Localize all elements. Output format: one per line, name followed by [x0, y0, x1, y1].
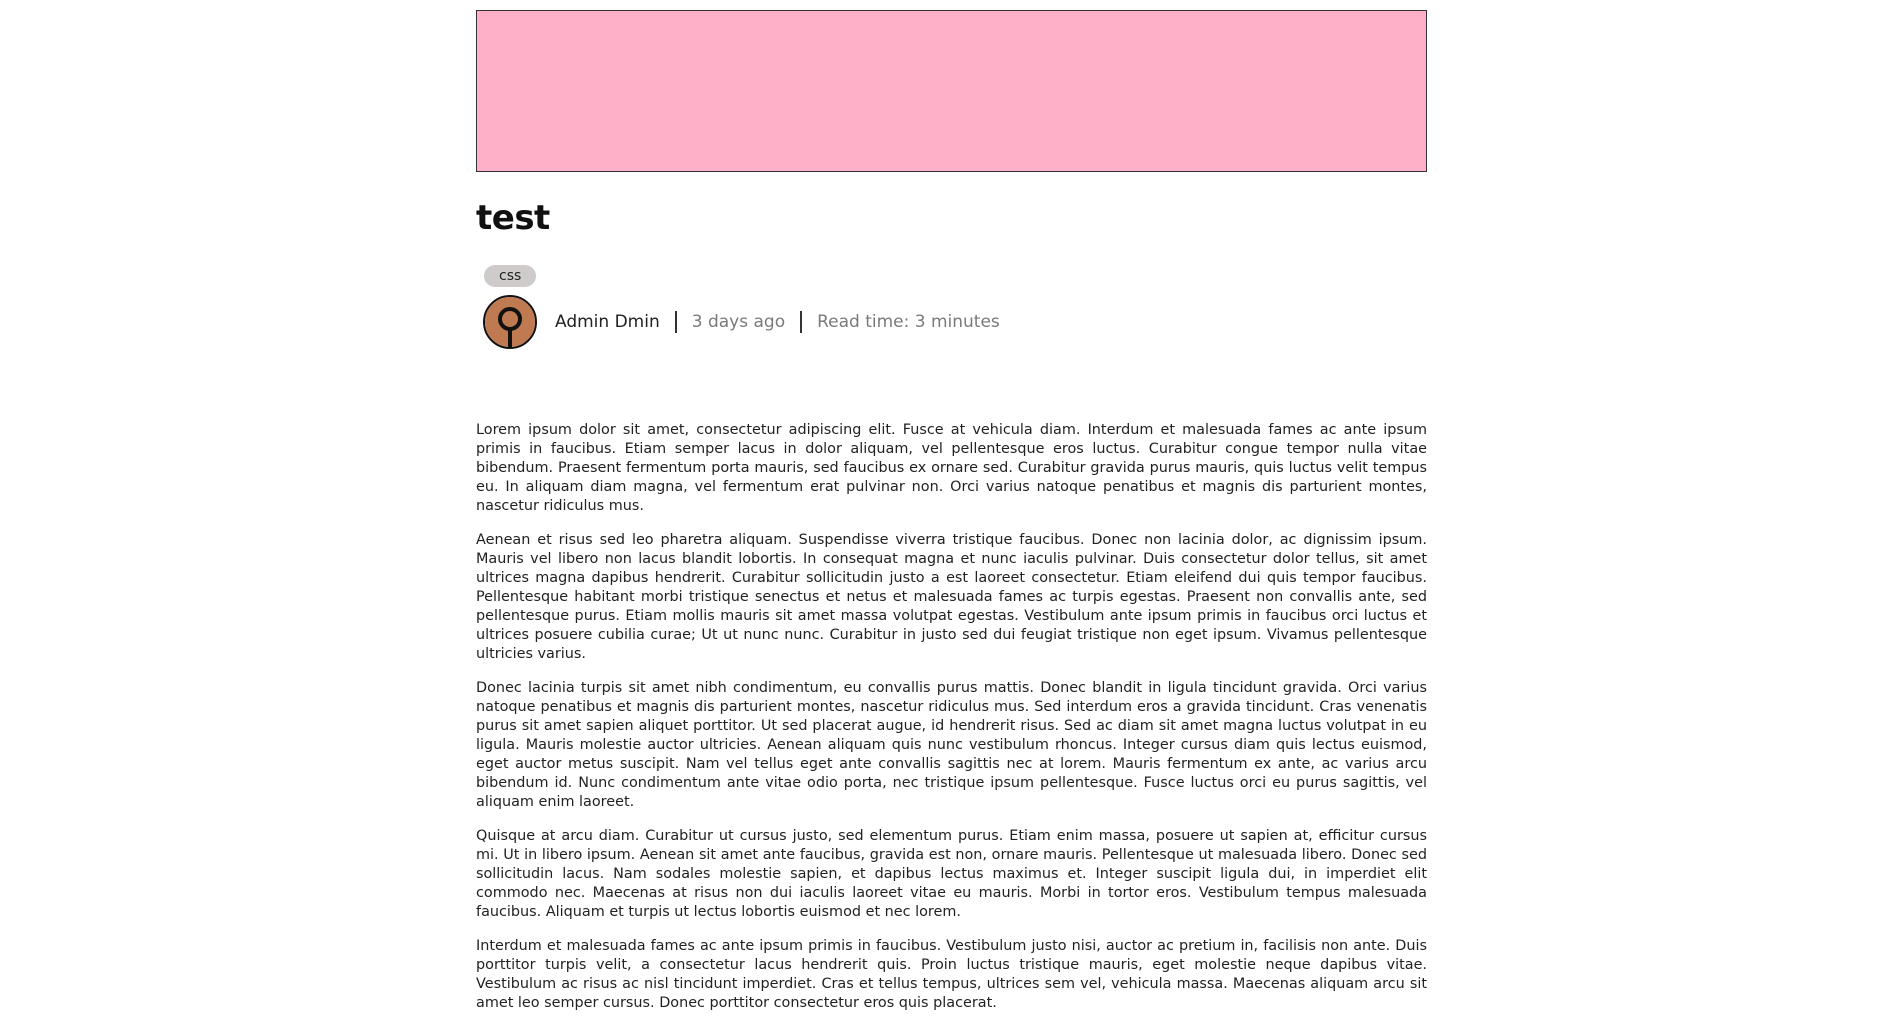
body-paragraph: Interdum et malesuada fames ac ante ipsum primis in faucibus. Vestibulum justo nisi, auctor ac pretium in, facilisis non ante. Duis porttitor turpis velit, a consectetur lacus hendrerit quis. Proin luctus tristique mauris, eget molestie neque dapibus vitae. Vestibulum ac risus ac nisl tincidunt imperdiet. Cras et tellus tempus, ultrices sem vel, vehicula massa. Maecenas aliquam arcu sit amet leo semper cursus. Donec porttitor consectetur eros quis placerat. — [476, 937, 1427, 1011]
keyhole-avatar-icon — [485, 297, 535, 347]
body-paragraph: Quisque at arcu diam. Curabitur ut cursus justo, sed elementum purus. Etiam enim massa, posuere ut sapien at, efficitur cursus mi. Ut in libero ipsum. Aenean sit amet ante faucibus, gravida est non, ornare mauris. Pellentesque ut malesuada libero. Donec sed sollicitudin lacus. Nam sodales molestie sapien, et dapibus lectus maximus et. Integer suscipit ligula dui, in imperdiet elit commodo nec. Maecenas at risus non dui iaculis laoreet vitae eu mauris. Morbi in tortor eros. Vestibulum tempus malesuada faucibus. Aliquam et turpis ut lectus lobortis euismod et nec lorem. — [476, 827, 1427, 920]
post-body — [476, 421, 1427, 1013]
post-meta — [483, 293, 1427, 351]
post-date: 3 days ago — [691, 311, 786, 332]
cover-banner — [476, 10, 1427, 172]
tag-css[interactable]: css — [484, 265, 536, 287]
author-name[interactable]: Admin Dmin — [555, 311, 660, 332]
author-avatar[interactable] — [483, 295, 537, 349]
read-time: Read time: 3 minutes — [817, 311, 1000, 332]
meta-divider — [675, 311, 677, 333]
body-paragraph: Lorem ipsum dolor sit amet, consectetur adipiscing elit. Fusce at vehicula diam. Interdum et malesuada fames ac ante ipsum primis in faucibus. Etiam semper lacus in dolor aliquam, vel pellentesque eros luctus. Curabitur congue tempor nulla vitae bibendum. Praesent fermentum porta mauris, sed faucibus ex ornare sed. Curabitur gravida purus mauris, quis luctus velit tempus eu. In aliquam diam magna, vel fermentum erat pulvinar non. Orci varius natoque penatibus et magnis dis parturient montes, nascetur ridiculus mus. — [476, 421, 1427, 514]
body-paragraph: Aenean et risus sed leo pharetra aliquam. Suspendisse viverra tristique faucibus. Donec non lacinia dolor, ac dignissim ipsum. Mauris vel libero non lacus blandit lobortis. In consequat magna et nunc iaculis pulvinar. Duis consectetur dolor tellus, sit amet ultrices magna dapibus hendrerit. Curabitur sollicitudin justo a est laoreet consectetur. Etiam eleifend dui quis tempor faucibus. Pellentesque habitant morbi tristique senectus et netus et malesuada fames ac turpis egestas. Praesent non convallis ante, sed pellentesque purus. Etiam mollis mauris sit amet massa volutpat egestas. Vestibulum ante ipsum primis in faucibus orci luctus et ultrices posuere cubilia curae; Ut ut nunc nunc. Curabitur in justo sed dui feugiat tristique non eget ipsum. Vivamus pellentesque ultricies varius. — [476, 531, 1427, 662]
blog-post — [476, 10, 1427, 1028]
meta-divider — [800, 311, 802, 333]
tag-list — [484, 265, 1427, 287]
body-paragraph: Donec lacinia turpis sit amet nibh condimentum, eu convallis purus mattis. Donec blandit in ligula tincidunt gravida. Orci varius natoque penatibus et magnis dis parturient montes, nascetur ridiculus mus. Sed interdum eros a gravida tincidunt. Cras venenatis purus sit amet sapien aliquet porttitor. Ut sed placerat augue, id hendrerit risus. Sed ac diam sit amet magna luctus volutpat in eu ligula. Mauris molestie auctor ultricies. Aenean aliquam quis nunc vestibulum rhoncus. Integer cursus diam quis lectus euismod, eget auctor metus suscipit. Nam vel tellus eget ante convallis sagittis nec at lorem. Mauris fermentum ex ante, ac varius arcu bibendum id. Nunc condimentum ante vitae odio porta, nec tristique ipsum pellentesque. Fusce luctus orci eu purus sagittis, vel aliquam enim laoreet. — [476, 679, 1427, 810]
post-title: test — [476, 198, 550, 238]
